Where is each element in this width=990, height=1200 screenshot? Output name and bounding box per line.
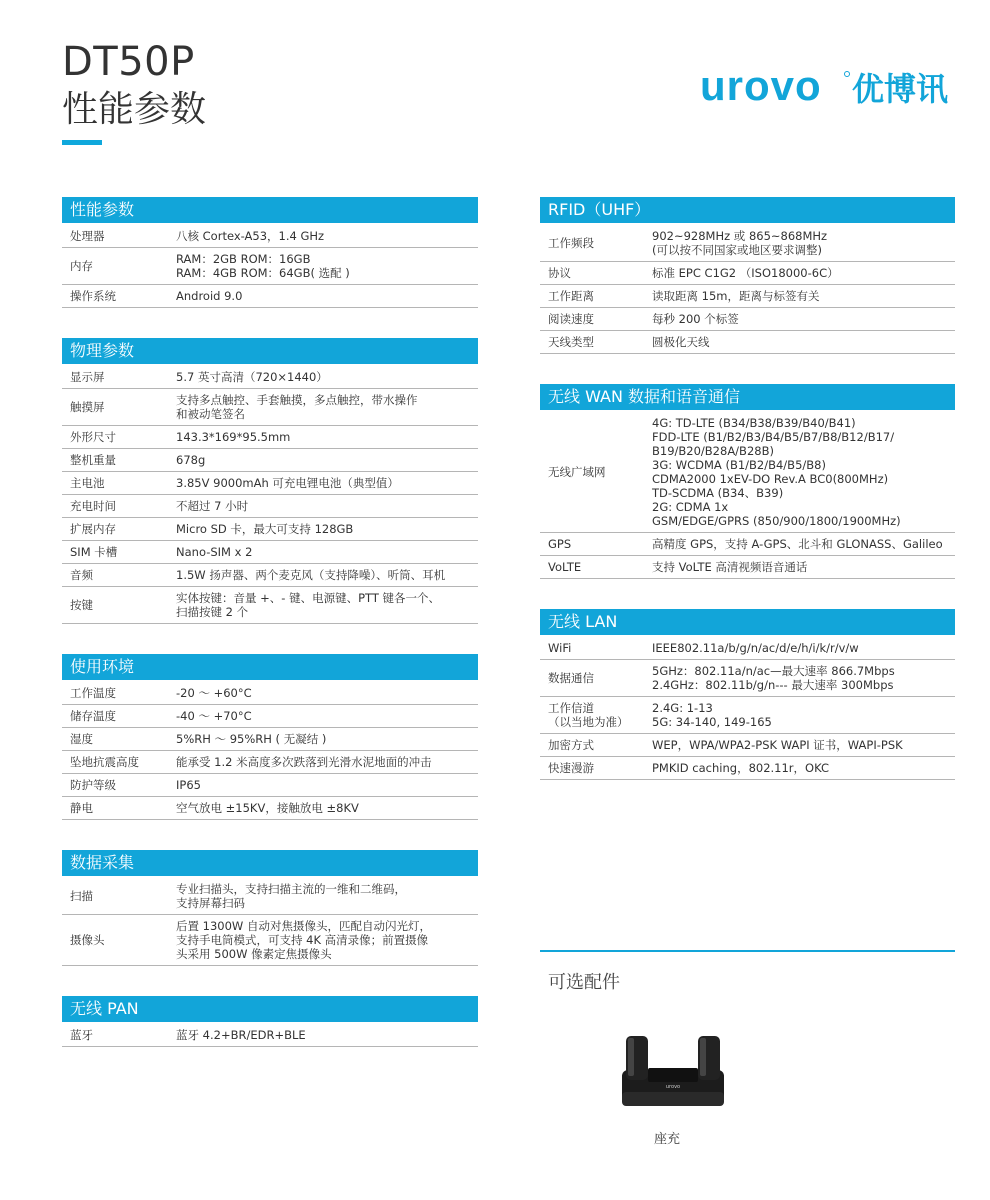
spec-value: 1.5W 扬声器、两个麦克风（支持降噪）、听筒、耳机 [168, 564, 478, 587]
svg-text:urovo: urovo [700, 62, 822, 108]
spec-label: 蓝牙 [62, 1024, 168, 1047]
spec-table [540, 412, 955, 579]
spec-value: 每秒 200 个标签 [644, 308, 955, 331]
table-row [540, 285, 955, 308]
spec-label: 天线类型 [540, 331, 644, 354]
spec-value: -40 ～ +70°C [168, 705, 478, 728]
accessories-title: 可选配件 [548, 972, 620, 993]
spec-label: 静电 [62, 797, 168, 820]
spec-value: IP65 [168, 774, 478, 797]
section-header: 无线 PAN [62, 996, 478, 1022]
table-row [540, 697, 955, 734]
section-header: 无线 LAN [540, 609, 955, 635]
spec-value: 实体按键：音量 +、- 键、电源键、PTT 键各一个、 扫描按键 2 个 [168, 587, 478, 624]
table-row [62, 495, 478, 518]
page-title-subtitle: 性能参数 [62, 89, 207, 130]
table-row [62, 426, 478, 449]
spec-table [62, 682, 478, 820]
spec-label: 防护等级 [62, 774, 168, 797]
spec-value: PMKID caching，802.11r，OKC [644, 757, 955, 780]
spec-section [540, 384, 955, 579]
spec-label: 外形尺寸 [62, 426, 168, 449]
title-accent-bar [62, 140, 102, 145]
table-row [62, 774, 478, 797]
spec-section [540, 197, 955, 354]
spec-value: IEEE802.11a/b/g/n/ac/d/e/h/i/k/r/v/w [644, 637, 955, 660]
spec-table [62, 366, 478, 624]
table-row [540, 225, 955, 262]
spec-label: 工作信道 （以当地为准） [540, 697, 644, 734]
table-row [540, 660, 955, 697]
spec-label: 湿度 [62, 728, 168, 751]
spec-label: VoLTE [540, 556, 644, 579]
table-row [62, 285, 478, 308]
table-row [62, 797, 478, 820]
spec-label: 主电池 [62, 472, 168, 495]
spec-value: 能承受 1.2 米高度多次跌落到光滑水泥地面的冲击 [168, 751, 478, 774]
spec-label: 快速漫游 [540, 757, 644, 780]
urovo-logo [700, 62, 962, 108]
spec-value: 143.3*169*95.5mm [168, 426, 478, 449]
table-row [540, 308, 955, 331]
spec-label: 数据通信 [540, 660, 644, 697]
spec-value: 678g [168, 449, 478, 472]
spec-value: 标准 EPC C1G2 （ISO18000-6C） [644, 262, 955, 285]
spec-label: 工作频段 [540, 225, 644, 262]
right-column [540, 197, 955, 780]
spec-section [62, 850, 478, 966]
table-row [62, 705, 478, 728]
spec-value: 八核 Cortex-A53，1.4 GHz [168, 225, 478, 248]
spec-value: RAM：2GB ROM：16GB RAM：4GB ROM：64GB( 选配 ) [168, 248, 478, 285]
section-header: 物理参数 [62, 338, 478, 364]
table-row [540, 331, 955, 354]
table-row [62, 248, 478, 285]
spec-value: 3.85V 9000mAh 可充电锂电池（典型值） [168, 472, 478, 495]
spec-label: 阅读速度 [540, 308, 644, 331]
spec-value: 5GHz：802.11a/n/ac—最大速率 866.7Mbps 2.4GHz：802.11b/g/n--- 最大速率 300Mbps [644, 660, 955, 697]
cradle-icon [618, 1030, 728, 1110]
spec-section [62, 654, 478, 820]
table-row [540, 757, 955, 780]
spec-label: 显示屏 [62, 366, 168, 389]
spec-value: 空气放电 ±15KV，接触放电 ±8KV [168, 797, 478, 820]
spec-label: 加密方式 [540, 734, 644, 757]
spec-value: Android 9.0 [168, 285, 478, 308]
table-row [62, 449, 478, 472]
section-header: 使用环境 [62, 654, 478, 680]
table-row [540, 533, 955, 556]
spec-label: WiFi [540, 637, 644, 660]
spec-value: 蓝牙 4.2+BR/EDR+BLE [168, 1024, 478, 1047]
spec-label: 按键 [62, 587, 168, 624]
spec-value: 圆极化天线 [644, 331, 955, 354]
spec-label: GPS [540, 533, 644, 556]
section-header: 无线 WAN 数据和语音通信 [540, 384, 955, 410]
table-row [540, 637, 955, 660]
spec-value: 4G: TD-LTE (B34/B38/B39/B40/B41) FDD-LTE (B1/B2/B3/B4/B5/B7/B8/B12/B17/ B19/B20/B28A/B28B) 3G: WCDMA (B1/B2/B4/B5/B8) CDMA2000 1xEV-DO Rev.A BC0(800MHz) TD-SCDMA (B34、B39) 2G: CDMA 1x GSM/EDGE/GPRS (850/900/1800/1900MHz) [644, 412, 955, 533]
table-row [540, 262, 955, 285]
spec-label: 工作温度 [62, 682, 168, 705]
spec-value: Micro SD 卡，最大可支持 128GB [168, 518, 478, 541]
spec-value: 支持 VoLTE 高清视频语音通话 [644, 556, 955, 579]
spec-label: 工作距离 [540, 285, 644, 308]
spec-value: 5%RH ～ 95%RH ( 无凝结 ) [168, 728, 478, 751]
spec-value: WEP，WPA/WPA2-PSK WAPI 证书，WAPI-PSK [644, 734, 955, 757]
table-row [62, 682, 478, 705]
spec-table [540, 637, 955, 780]
table-row [62, 878, 478, 915]
table-row [62, 541, 478, 564]
spec-value: 专业扫描头，支持扫描主流的一维和二维码， 支持屏幕扫码 [168, 878, 478, 915]
spec-table [62, 225, 478, 308]
spec-value: -20 ～ +60°C [168, 682, 478, 705]
spec-label: 音频 [62, 564, 168, 587]
spec-section [540, 609, 955, 780]
spec-table [62, 1024, 478, 1047]
svg-text:优博讯: 优博讯 [852, 70, 949, 108]
spec-value: Nano-SIM x 2 [168, 541, 478, 564]
spec-value: 支持多点触控、手套触摸，多点触控，带水操作 和被动笔签名 [168, 389, 478, 426]
spec-table [540, 225, 955, 354]
spec-label: 操作系统 [62, 285, 168, 308]
left-column [62, 197, 478, 1047]
table-row [62, 751, 478, 774]
spec-label: 摄像头 [62, 915, 168, 966]
spec-label: 无线广域网 [540, 412, 644, 533]
section-header: 性能参数 [62, 197, 478, 223]
spec-label: 充电时间 [62, 495, 168, 518]
spec-label: 内存 [62, 248, 168, 285]
spec-label: 协议 [540, 262, 644, 285]
spec-section [62, 996, 478, 1047]
spec-value: 不超过 7 小时 [168, 495, 478, 518]
page-title-model: DT50P [62, 39, 195, 85]
table-row [62, 389, 478, 426]
spec-label: 扫描 [62, 878, 168, 915]
section-header: RFID（UHF） [540, 197, 955, 223]
table-row [62, 1024, 478, 1047]
spec-label: 坠地抗震高度 [62, 751, 168, 774]
svg-text:urovo: urovo [665, 1084, 681, 1090]
table-row [62, 472, 478, 495]
table-row [62, 518, 478, 541]
spec-section [62, 197, 478, 308]
spec-label: 储存温度 [62, 705, 168, 728]
table-row [62, 728, 478, 751]
spec-label: SIM 卡槽 [62, 541, 168, 564]
spec-value: 2.4G: 1-13 5G: 34-140, 149-165 [644, 697, 955, 734]
spec-label: 触摸屏 [62, 389, 168, 426]
table-row [62, 564, 478, 587]
spec-table [62, 878, 478, 966]
accessories-divider [540, 950, 955, 952]
section-header: 数据采集 [62, 850, 478, 876]
cradle-label: 座充 [654, 1132, 681, 1147]
spec-label: 处理器 [62, 225, 168, 248]
table-row [540, 412, 955, 533]
spec-value: 后置 1300W 自动对焦摄像头，匹配自动闪光灯， 支持手电筒模式，可支持 4K 高清录像；前置摄像 头采用 500W 像素定焦摄像头 [168, 915, 478, 966]
spec-section [62, 338, 478, 624]
table-row [62, 225, 478, 248]
table-row [62, 587, 478, 624]
table-row [540, 734, 955, 757]
spec-value: 高精度 GPS，支持 A-GPS、北斗和 GLONASS、Galileo [644, 533, 955, 556]
spec-value: 5.7 英寸高清（720×1440） [168, 366, 478, 389]
table-row [62, 915, 478, 966]
table-row [540, 556, 955, 579]
spec-value: 读取距离 15m，距离与标签有关 [644, 285, 955, 308]
table-row [62, 366, 478, 389]
spec-label: 扩展内存 [62, 518, 168, 541]
spec-label: 整机重量 [62, 449, 168, 472]
spec-value: 902~928MHz 或 865~868MHz (可以按不同国家或地区要求调整) [644, 225, 955, 262]
